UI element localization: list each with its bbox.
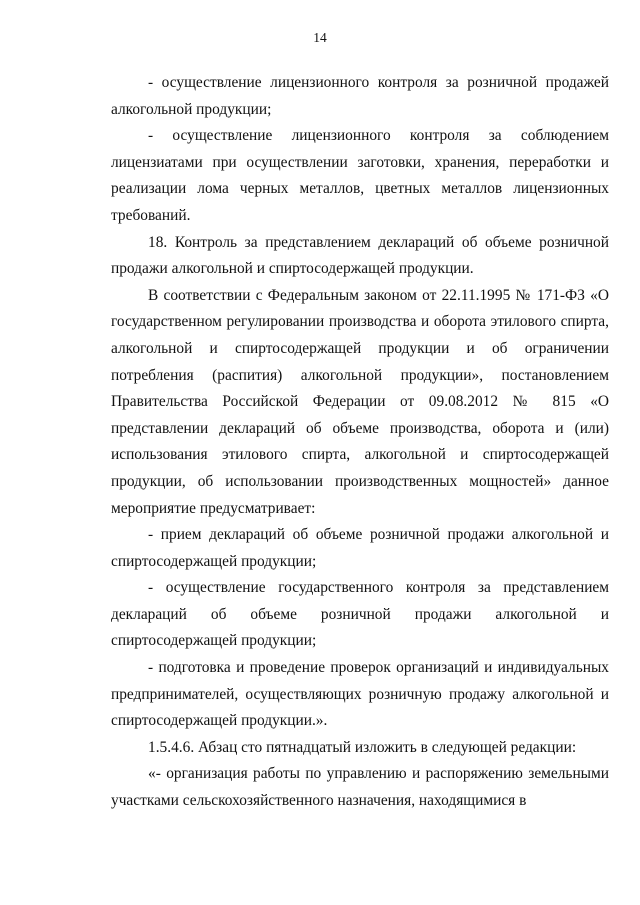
paragraph-item-18-heading: 18. Контроль за представлением деклараций об объеме розничной продажи алкогольной и спиртосодержащей продукции.	[111, 233, 609, 278]
paragraph-licensing-control-retail: - осуществление лицензионного контроля за розничной продажей алкогольной продукции;	[111, 74, 609, 118]
paragraph-federal-law-reference: В соответствии с Федеральным законом от 22.11.1995 № 171-ФЗ «О государственном регулировании производства и оборота этилового спирта, алкогольной и спиртосодержащей продукции и об ограничении потребления (распития) алкогольной продукции», постановлением Правительства Российской Федерации от 09.08.2012 № 815 «О представлении деклараций об объеме производства, оборота и (или) использования этилового спирта, алкогольной и спиртосодержащей продукции, об использовании производственных мощностей» данное мероприятие предусматривает:	[111, 286, 609, 517]
paragraph-state-control-declarations: - осуществление государственного контроля за представлением деклараций об объеме розничной продажи алкогольной и спиртосодержащей продукции;	[111, 579, 609, 650]
paragraph-licensing-control-metals: - осуществление лицензионного контроля за соблюдением лицензиатами при осуществлении заготовки, хранения, переработки и реализации лома черных металлов, цветных металлов лицензионных требований.	[111, 127, 609, 224]
document-body	[111, 70, 609, 815]
paragraph-inspections: - подготовка и проведение проверок организаций и индивидуальных предпринимателей, осуществляющих розничную продажу алкогольной и спиртосодержащей продукции.».	[111, 659, 609, 730]
paragraph-amendment-1-5-4-6: 1.5.4.6. Абзац сто пятнадцатый изложить в следующей редакции:	[148, 738, 577, 756]
paragraph-declarations-receipt: - прием деклараций об объеме розничной продажи алкогольной и спиртосодержащей продукции;	[111, 526, 609, 570]
paragraph-land-management: «- организация работы по управлению и распоряжению земельными участками сельскохозяйственного назначения, находящимися в	[111, 765, 609, 810]
page-number: 14	[313, 30, 327, 45]
